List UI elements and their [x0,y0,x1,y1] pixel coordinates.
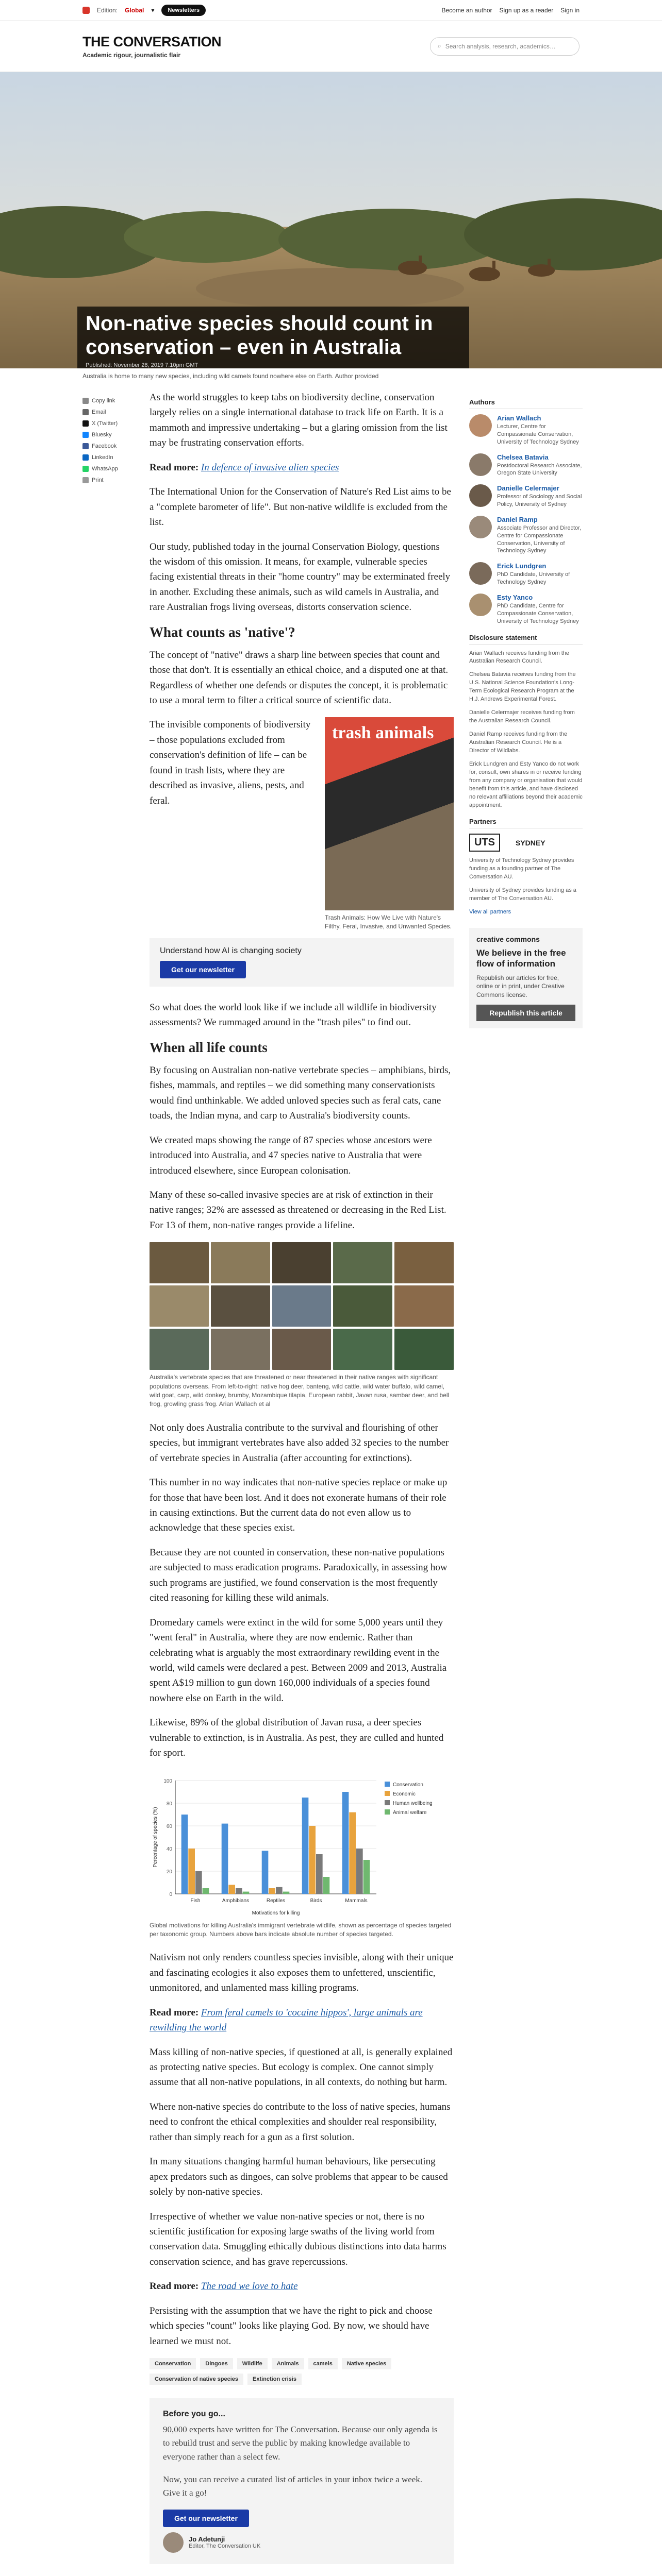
newsletter-button[interactable]: Get our newsletter [163,2510,249,2527]
species-photo [272,1285,332,1327]
before-text: 90,000 experts have written for The Conversation. Because our only agenda is to rebuild trust and serve the public by making knowledge available to everyone rather than a select few. [163,2425,438,2462]
share-label: Print [92,477,104,483]
book-caption: Trash Animals: How We Live with Nature's Filthy, Feral, Invasive, and Unwanted Species. [325,914,452,930]
x-tick-label: Mammals [345,1897,368,1904]
y-tick-label: 0 [169,1891,172,1897]
read-more-label: Read more: [150,2281,199,2292]
y-tick-label: 60 [166,1823,172,1829]
publish-date: Published: November 28, 2019 7.10pm GMT [86,362,198,368]
chart-bar [228,1885,235,1894]
paragraph: Not only does Australia contribute to the survival and flourishing of other species, but immigrant vertebrates have also added 32 species to the number of vertebrate species in Australia (after accounting for extinctions). [150,1422,449,1464]
search-icon: ⌕ [438,42,441,49]
author-card[interactable] [469,414,583,446]
read-more-link[interactable]: In defence of invasive alien species [201,462,339,473]
avatar [469,516,492,538]
author-role: Lecturer, Centre for Compassionate Conservation, University of Technology Sydney [497,423,579,445]
tag[interactable]: Native species [342,2358,391,2369]
legend-label: Human wellbeing [393,1800,433,1806]
share-label: WhatsApp [92,466,118,472]
chevron-down-icon: ▾ [151,6,155,14]
species-photo [394,1285,454,1327]
motivations-chart[interactable] [150,1770,454,1920]
share-facebook[interactable] [82,440,139,452]
paragraph: The International Union for the Conservation of Nature's Red List aims to be a "complete barometer of life". But non-native wildlife is excluded from the list. [150,486,451,528]
read-more [150,2005,454,2036]
chart-bar [195,1871,202,1894]
x-tick-label: Birds [310,1897,322,1904]
paragraph: This number in no way indicates that non-native species replace or make up for those that have been lost. And it does not exonerate humans of their role in causing extinctions. But the current data do not even allow us to acknowledge that these species exist. [150,1477,448,1534]
tag-list [150,2358,454,2385]
sidebar [469,390,583,1028]
y-tick-label: 100 [163,1778,172,1784]
species-photo [150,1329,209,1370]
chart-bar [316,1854,323,1894]
republish-button[interactable]: Republish this article [476,1005,575,1021]
legend-swatch [385,1782,390,1787]
tag[interactable]: Dingoes [200,2358,233,2369]
legend-swatch [385,1800,390,1805]
author-role: Postdoctoral Research Associate, Oregon State University [497,462,582,477]
paragraph: Because they are not counted in conservation, these non-native populations are subjected to mass eradication programs. Paradoxically, in assessing how such programs are justified, we found conservation is the most frequently cited reasoning for killing these wild animals. [150,1547,448,1604]
linkedin-icon [82,454,89,461]
chart-bar [181,1815,188,1894]
whatsapp-icon [82,466,89,472]
tag[interactable]: Animals [272,2358,304,2369]
uts-logo[interactable]: UTS [469,834,500,852]
disclosure-heading: Disclosure statement [469,634,583,645]
share-label: Bluesky [92,432,112,438]
y-tick-label: 40 [166,1846,172,1852]
paragraph: By focusing on Australian non-native vertebrate species – amphibians, birds, fishes, mammals, and reptiles – we did something many conservationists would find unthinkable. We added unloved species such as feral cats, cane toads, the Indian myna, and carp to Australia's biodiversity counts. [150,1064,451,1122]
read-more-label: Read more: [150,462,199,473]
author-role: PhD Candidate, University of Technology Sydney [497,571,570,586]
share-copy-link[interactable] [82,395,139,406]
mosaic-caption: Australia's vertebrate species that are threatened or near threatened in their native ranges with significant populations overseas. From left-to-right: native hog deer, banteng, wild cattle, wild water buffalo, wild camel, wild goat, carp, wild donkey, brumby, Mozambique tilapia, European rabbit, Javan rusa, sambar deer, and bell frog, growling grass frog. Arian Wallach et al [150,1374,450,1408]
y-tick-label: 20 [166,1869,172,1875]
read-more-link[interactable]: From feral camels to 'cocaine hippos', large animals are rewilding the world [150,2007,423,2033]
section-heading: What counts as 'native'? [150,624,295,640]
species-photo [272,1329,332,1370]
paragraph: Nativism not only renders countless species invisible, along with their unique and fascinating ecologies it also exposes them to unfettered, unscientific, unmonitored, and unlamented mass killing programs. [150,1952,454,1994]
share-linkedin[interactable] [82,452,139,463]
chart-bar [302,1798,309,1894]
author-name[interactable]: Danielle Celermajer [497,484,559,493]
author-card[interactable] [469,453,583,478]
utility-bar [0,0,662,21]
x-tick-label: Fish [190,1897,201,1904]
search-input[interactable] [430,37,580,56]
sydney-logo[interactable]: SYDNEY [516,838,545,847]
share-email[interactable] [82,406,139,418]
chart-bar [349,1812,356,1893]
y-axis-label: Percentage of species (%) [153,1806,158,1868]
share-label: Facebook [92,443,117,449]
disclosure-text: Erick Lundgren and Esty Yanco do not work for, consult, own shares in or receive funding from any company or organisation that would benefit from this article, and have disclosed no relevant affiliations beyond their academic appointment. [469,760,583,808]
partner-text: University of Sydney provides funding as a member of The Conversation AU. [469,887,576,902]
y-tick-label: 80 [166,1801,172,1807]
email-icon [82,409,89,415]
partner-logos [469,834,583,852]
disclosure-text: Daniel Ramp receives funding from the Australian Research Council. He is a Director of Wildlabs. [469,731,568,754]
partners-heading: Partners [469,818,583,828]
species-photo [333,1242,392,1283]
before-text: Now, you can receive a curated list of articles in your inbox twice a week. Give it a go! [163,2475,423,2498]
edition-label: Edition: [97,6,118,14]
chart-bar [262,1851,269,1894]
paragraph: So what does the world look like if we include all wildlife in biodiversity assessments? We rummaged around in the "trash piles" to find out. [150,1002,437,1028]
before-you-go-box [150,2398,454,2564]
paragraph: The concept of "native" draws a sharp line between species that count and those that don't. It is essentially an ethical choice, and a disputed one at that. Regardless of whether one defends or disputes the concept, it is problematic to use a moral term to filter a critical source of scientific data. [150,649,449,706]
read-more-link[interactable]: The road we love to hate [201,2281,298,2292]
partner-text: University of Technology Sydney provides funding as a founding partner of The Conversation AU. [469,857,574,880]
sign-in-link[interactable]: Sign in [560,6,580,14]
author-name[interactable]: Erick Lundgren [497,562,547,570]
species-photo [150,1285,209,1327]
site-tagline: Academic rigour, journalistic flair [82,51,181,59]
hero-title-box [77,307,469,368]
species-photo [211,1242,270,1283]
species-photo [211,1329,270,1370]
view-partners-link[interactable]: View all partners [469,909,511,916]
legend-label: Conservation [393,1782,423,1788]
chart-bar [283,1891,290,1893]
masthead [0,21,662,72]
editor-role: Editor, The Conversation UK [189,2543,261,2550]
republish-text: Republish our articles for free, online or in print, under Creative Commons license. [476,974,565,999]
facebook-icon [82,443,89,449]
avatar [163,2532,184,2553]
paragraph: Persisting with the assumption that we have the right to pick and choose which species "count" looks like playing God. By now, we should have learned we must not. [150,2305,433,2347]
share-print[interactable] [82,474,139,486]
chart-bar [356,1849,363,1894]
avatar [469,414,492,437]
author-role: Professor of Sociology and Social Policy, University of Sydney [497,494,582,508]
species-photo [211,1285,270,1327]
chart-bar [222,1823,228,1893]
article-body [150,390,454,2564]
tag[interactable]: Extinction crisis [247,2374,302,2385]
species-photo [394,1329,454,1370]
book-figure [325,717,454,931]
article-title: Non-native species should count in conservation – even in Australia [86,312,433,359]
read-more [150,2279,454,2294]
share-bluesky[interactable] [82,429,139,440]
bluesky-icon [82,432,89,438]
share-rail [82,395,139,486]
tag[interactable]: Conservation [150,2358,196,2369]
disclosure-text: Arian Wallach receives funding from the Australian Research Council. [469,650,570,665]
species-photo [272,1242,332,1283]
newsletter-promo [150,938,454,987]
republish-title: We believe in the free flow of information [476,948,566,969]
share-label: LinkedIn [92,454,113,461]
conversation-icon [82,7,90,14]
become-author-link[interactable]: Become an author [441,6,492,14]
x-icon [82,420,89,427]
legend-label: Animal welfare [393,1809,427,1816]
legend-swatch [385,1791,390,1796]
chart-bar [236,1888,242,1894]
species-photo [394,1242,454,1283]
hero-image [0,72,662,368]
legend-swatch [385,1809,390,1815]
paragraph: In many situations changing harmful human behaviours, like persecuting apex predators such as dingoes, can solve problems that appear to be caused solely by non-native species. [150,2156,448,2198]
avatar [469,594,492,616]
print-icon [82,477,89,483]
paragraph: The invisible components of biodiversity – those populations excluded from conservation's definition of life – can be found in trash lists, where they are described as invasive, aliens, pests, and feral. [150,719,311,806]
authors-heading: Authors [469,398,583,409]
author-card[interactable] [469,562,583,586]
share-label: X (Twitter) [92,420,118,427]
paragraph: Our study, published today in the journal Conservation Biology, questions the wisdom of this omission. It means, for example, vulnerable species facing existential threats in their "home country" may be exterminated freely in another. Excluding these animals, such as wild camels in Australia, and rare Australian frogs living overseas, distorts conservation science. [150,541,451,613]
share-label: Copy link [92,398,115,404]
edition-selector[interactable]: Global [125,6,144,14]
before-title: Before you go... [163,2410,225,2418]
share-x[interactable] [82,418,139,429]
creative-commons-logo: creative commons [476,935,540,944]
chart-caption: Global motivations for killing Australia's immigrant vertebrate wildlife, shown as percentage of species targeted per taxonomic group. Numbers above bars indicate absolute number of species targeted. [150,1921,452,1938]
promo-text: Understand how AI is changing society [160,946,302,956]
book-inset [150,717,454,931]
chart-bar [323,1877,330,1894]
tag[interactable]: Conservation of native species [150,2374,243,2385]
read-more [150,460,454,475]
share-whatsapp[interactable] [82,463,139,474]
chart-bar [363,1860,370,1894]
chart-bar [309,1826,316,1894]
section-heading: When all life counts [150,1039,268,1055]
disclosure-text: Chelsea Batavia receives funding from the U.S. National Science Foundation's Long-Term Ecological Research Program at the H.J. Andrews Experimental Forest. [469,671,576,703]
x-tick-label: Amphibians [222,1897,250,1904]
chart-bar [203,1888,209,1894]
author-role: Associate Professor and Director, Centre for Compassionate Conservation, University of Technology Sydney [497,524,582,554]
species-mosaic[interactable] [150,1242,454,1370]
editor-signature [163,2532,440,2553]
paragraph: Mass killing of non-native species, if questioned at all, is generally explained as protecting native species. But ecology is complex. One cannot simply assume that all non-native populations, in all contexts, do nothing but harm. [150,2046,453,2088]
paragraph: As the world struggles to keep tabs on biodiversity decline, conservation largely relies on a single international database to track life on Earth. It is a mammoth and impressive undertaking – but a glaring omission from the list may be frustrating conservation efforts. [150,392,448,449]
editor-name: Jo Adetunji [189,2535,225,2544]
author-name[interactable]: Chelsea Batavia [497,453,549,461]
paragraph: Likewise, 89% of the global distribution of Javan rusa, a deer species vulnerable to extinction, is in Australia. As pest, they are culled and hunted for sport. [150,1717,444,1759]
chart-bar [276,1887,283,1893]
tag[interactable]: camels [308,2358,338,2369]
book-cover-title: trash animals [332,723,434,743]
disclosure-text: Danielle Celermajer receives funding from the Australian Research Council. [469,709,575,724]
avatar [469,453,492,476]
tag[interactable]: Wildlife [237,2358,268,2369]
newsletter-button[interactable]: Get our newsletter [160,961,246,978]
link-icon [82,398,89,404]
newsletters-button[interactable]: Newsletters [161,5,206,16]
species-photo [150,1242,209,1283]
author-card[interactable] [469,594,583,625]
author-name[interactable]: Esty Yanco [497,593,533,601]
read-more-label: Read more: [150,2007,199,2018]
legend-label: Economic [393,1791,416,1797]
author-name[interactable]: Daniel Ramp [497,515,538,523]
search-placeholder: Search analysis, research, academics… [445,42,556,50]
republish-box [469,928,583,1028]
species-photo [333,1285,392,1327]
paragraph: Where non-native species do contribute to the loss of native species, humans need to confront the ethical complexities and shoulder real responsibility, rather than simply reach for a gun as a first solution. [150,2101,451,2143]
x-tick-label: Reptiles [266,1897,286,1904]
book-cover-image[interactable] [325,717,454,910]
avatar [469,562,492,585]
species-photo [333,1329,392,1370]
author-card[interactable] [469,484,583,509]
paragraph: Irrespective of whether we value non-native species or not, there is no scientific justification for exposing large swaths of the living world from conservation data. Smuggling ethically dubious distinctions into data harms conservation science, and has grave repercussions. [150,2211,446,2267]
author-card[interactable] [469,516,583,555]
paragraph: Dromedary camels were extinct in the wild for some 5,000 years until they "went feral" in Australia, where they are now endemic. Rather than celebrating what is arguably the most extraordinary rewilding event in the world, wild camels were declared a pest. Between 2009 and 2013, Australia spent A$19 million to gun down 160,000 individuals of a species found nowhere else on Earth in the wild. [150,1617,447,1704]
chart-bar [269,1888,275,1894]
x-axis-label: Motivations for killing [252,1910,300,1916]
author-role: PhD Candidate, Centre for Compassionate Conservation, University of Technology Sydney [497,602,579,624]
paragraph: Many of these so-called invasive species are at risk of extinction in their native ranges; 32% are assessed as threatened or decreasing in the Red List. For 13 of them, non-native ranges provide a lifeline. [150,1189,446,1231]
hero-caption: Australia is home to many new species, including wild camels found nowhere else on Earth. Author provided [82,372,379,380]
author-name[interactable]: Arian Wallach [497,414,541,422]
sign-up-reader-link[interactable]: Sign up as a reader [499,6,554,14]
site-logo[interactable]: THE CONVERSATION [82,33,222,49]
chart-bar [243,1891,250,1893]
avatar [469,484,492,507]
chart-bar [188,1849,195,1894]
paragraph: We created maps showing the range of 87 species whose ancestors were introduced into Australia, and 47 species native to Australia that were introduced elsewhere, since European colonisation. [150,1134,432,1176]
chart-bar [342,1792,349,1894]
share-label: Email [92,409,106,415]
